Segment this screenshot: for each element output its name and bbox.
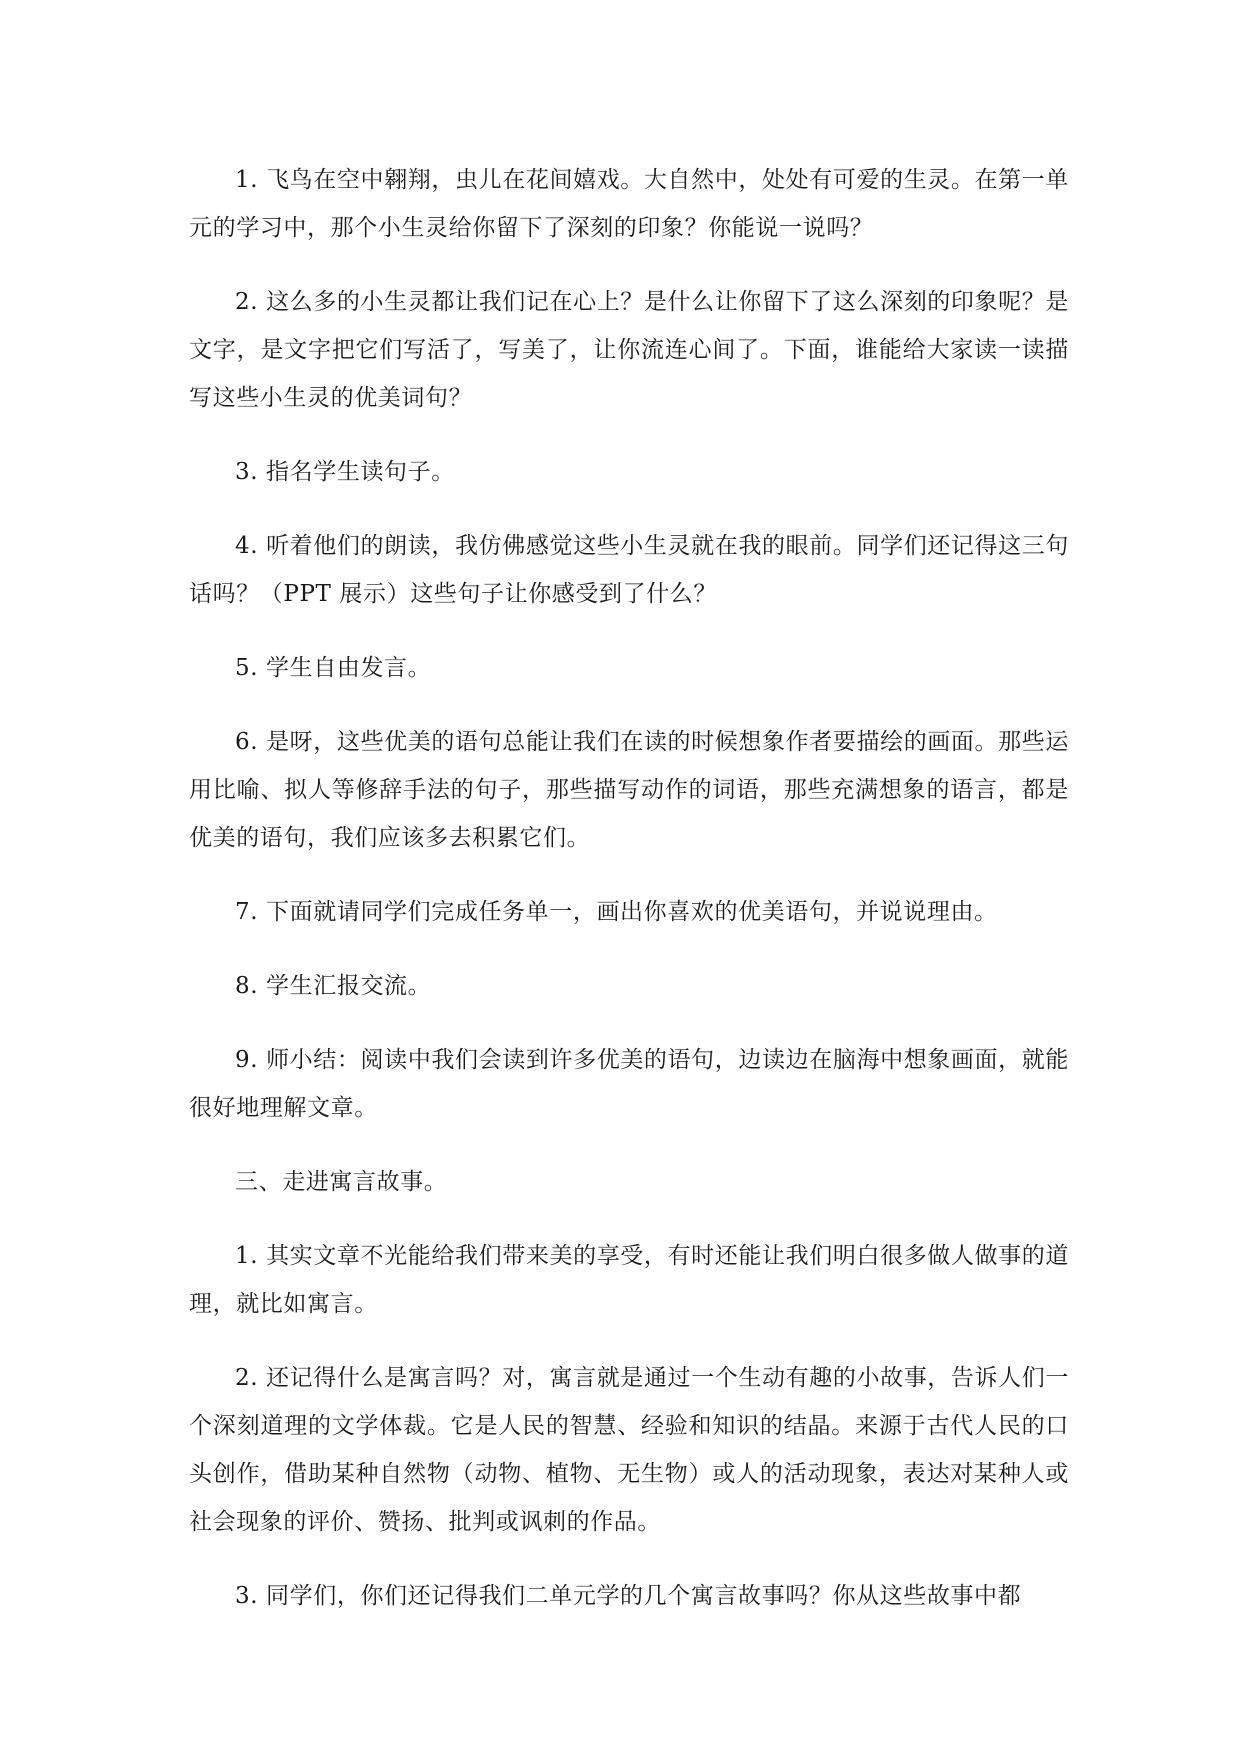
document-page [189, 156, 1069, 1646]
section-heading-3: 三、走进寓言故事。 [235, 1169, 448, 1195]
paragraph-11: 2. 还记得什么是寓言吗？对，寓言就是通过一个生动有趣的小故事，告诉人们一个深刻道理的文学体裁。它是人民的智慧、经验和知识的结晶。来源于古代人民的口头创作，借助某种自然物（动物、植物、无生物）或人的活动现象，表达对某种人或社会现象的评价、赞扬、批判或讽刺的作品。 [189, 1365, 1069, 1535]
paragraph-10: 1. 其实文章不光能给我们带来美的享受，有时还能让我们明白很多做人做事的道理，就比如寓言。 [189, 1243, 1069, 1317]
paragraph-7: 7. 下面就请同学们完成任务单一，画出你喜欢的优美语句，并说说理由。 [235, 899, 998, 925]
paragraph-12: 3. 同学们，你们还记得我们二单元学的几个寓言故事吗？你从这些故事中都 [235, 1583, 1022, 1609]
paragraph-3: 3. 指名学生读句子。 [235, 459, 455, 485]
paragraph-1: 1. 飞鸟在空中翱翔，虫儿在花间嬉戏。大自然中，处处有可爱的生灵。在第一单元的学习中，那个小生灵给你留下了深刻的印象？你能说一说吗？ [189, 167, 1069, 241]
paragraph-9: 9. 师小结：阅读中我们会读到许多优美的语句，边读边在脑海中想象画面，就能很好地理解文章。 [189, 1047, 1069, 1121]
paragraph-8: 8. 学生汇报交流。 [235, 973, 432, 999]
paragraph-2: 2. 这么多的小生灵都让我们记在心上？是什么让你留下了这么深刻的印象呢？是文字，是文字把它们写活了，写美了，让你流连心间了。下面，谁能给大家读一读描写这些小生灵的优美词句？ [189, 289, 1069, 411]
paragraph-6: 6. 是呀，这些优美的语句总能让我们在读的时候想象作者要描绘的画面。那些运用比喻、拟人等修辞手法的句子，那些描写动作的词语，那些充满想象的语言，都是优美的语句，我们应该多去积累它们。 [189, 729, 1069, 851]
paragraph-4: 4. 听着他们的朗读，我仿佛感觉这些小生灵就在我的眼前。同学们还记得这三句话吗？（PPT 展示）这些句子让你感受到了什么？ [189, 533, 1069, 607]
paragraph-5: 5. 学生自由发言。 [235, 655, 432, 681]
